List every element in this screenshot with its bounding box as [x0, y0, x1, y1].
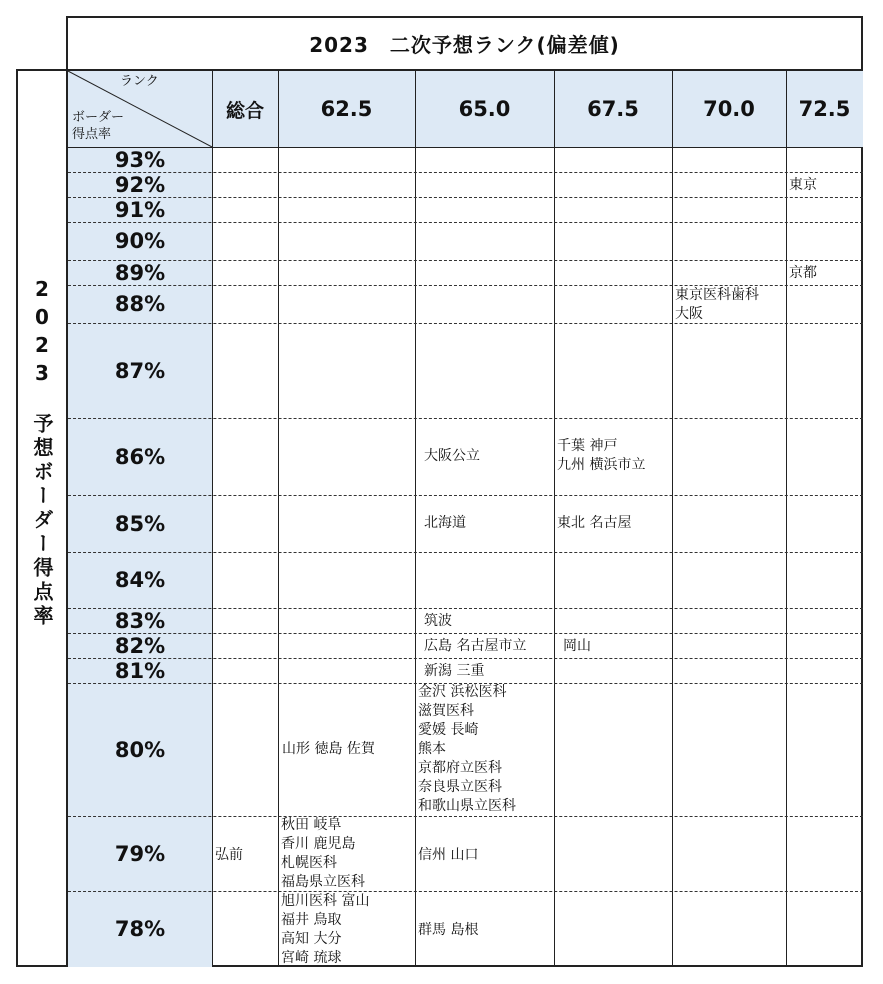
header-65-0: 65.0	[458, 97, 511, 121]
university-cell: 大阪公立	[424, 448, 480, 464]
pct-label: 79%	[114, 841, 166, 866]
university-cell: 千葉 神戸 九州 横浜市立	[557, 438, 646, 473]
header-67-5: 67.5	[587, 97, 639, 121]
col-divider	[672, 71, 673, 967]
pct-label: 88%	[114, 292, 166, 316]
university-cell: 筑波	[424, 613, 452, 629]
university-cell: 新潟 三重	[424, 663, 485, 679]
university-cell: 東京	[789, 177, 817, 193]
col-divider	[554, 71, 555, 967]
table-title: 2023 二次予想ランク(偏差値)	[66, 16, 863, 69]
university-cell: 信州 山口	[418, 847, 479, 863]
pct-label: 82%	[114, 633, 166, 658]
university-cell: 旭川医科 富山 福井 鳥取 高知 大分 宮崎 琉球	[281, 893, 370, 966]
university-cell: 金沢 浜松医科 滋賀医科 愛媛 長崎 熊本 京都府立医科 奈良県立医科 和歌山県立医科	[418, 684, 516, 814]
pct-label: 91%	[114, 197, 166, 222]
col-divider	[278, 71, 279, 967]
pct-label: 86%	[114, 444, 166, 469]
col-divider	[786, 71, 787, 967]
header-border-label: ボーダー	[72, 110, 125, 125]
pct-label: 81%	[114, 658, 166, 683]
pct-label: 84%	[114, 568, 166, 592]
university-cell: 弘前	[215, 847, 243, 863]
university-cell: 岡山	[563, 638, 591, 654]
header-72-5: 72.5	[798, 97, 851, 121]
pct-label: 78%	[114, 917, 166, 941]
header-rate-label: 得点率	[72, 127, 112, 142]
pct-label: 92%	[114, 172, 166, 197]
pct-label: 83%	[114, 608, 166, 633]
pct-label: 85%	[114, 511, 166, 536]
pct-label: 89%	[114, 260, 166, 285]
side-label: 2023 予想ボーダー得点率	[30, 277, 54, 629]
header-70-0: 70.0	[703, 97, 755, 121]
rank-table	[66, 69, 863, 967]
pct-label: 80%	[114, 737, 166, 762]
pct-label: 90%	[114, 229, 166, 253]
pct-label: 87%	[114, 358, 166, 383]
university-cell: 山形 徳島 佐賀	[282, 741, 375, 757]
side-label-box	[16, 69, 67, 967]
header-62-5: 62.5	[320, 97, 373, 121]
university-cell: 群馬 島根	[418, 922, 479, 938]
university-cell: 東北 名古屋	[557, 515, 632, 531]
university-cell: 秋田 岐阜 香川 鹿児島 札幌医科 福島県立医科	[281, 817, 365, 890]
col-divider	[212, 71, 213, 967]
header-sogo: 総合	[225, 99, 264, 122]
university-cell: 北海道	[424, 515, 466, 531]
pct-label: 93%	[114, 147, 166, 172]
university-cell: 京都	[789, 265, 817, 281]
header-rank-label: ランク	[120, 74, 159, 89]
university-cell: 東京医科歯科 大阪	[675, 287, 759, 322]
university-cell: 広島 名古屋市立	[424, 638, 527, 654]
col-divider	[415, 71, 416, 967]
